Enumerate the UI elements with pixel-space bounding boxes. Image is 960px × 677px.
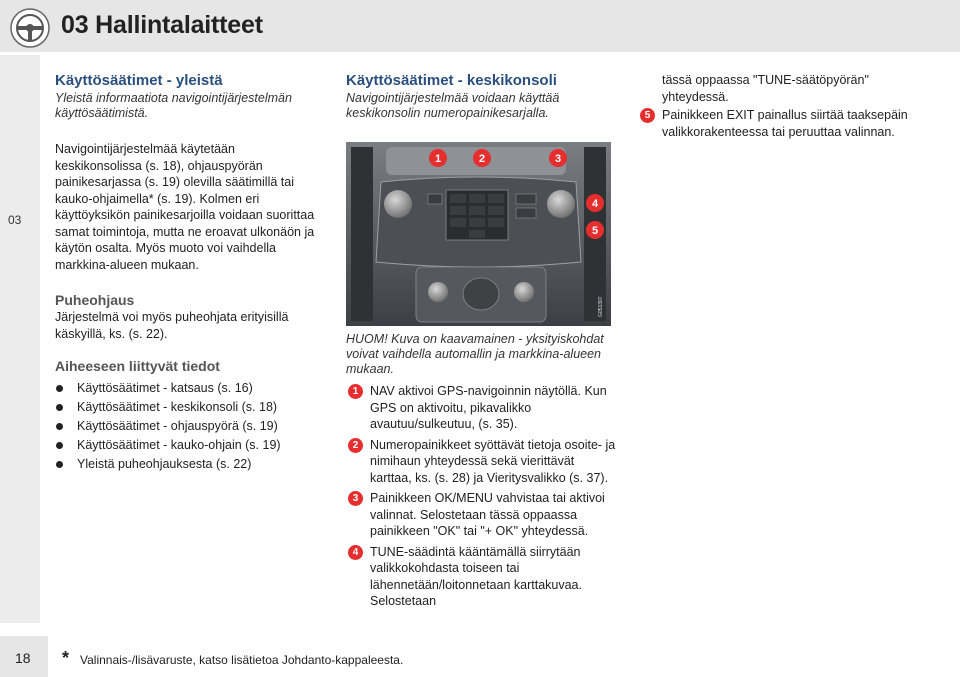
footnote-star: * [62,648,70,668]
chapter-number: 03 [8,213,22,227]
callout-label: 1 [434,153,442,165]
page-title: 03 Hallintalaitteet [61,11,263,39]
column-center-console [346,72,616,121]
page-footer [0,636,960,677]
section-subtitle-console: Navigointijärjestelmää voidaan käyttää keskikonsolin numeropainikesarjalla. [346,91,560,120]
callout-label: 3 [554,153,562,165]
related-heading: Aiheeseen liittyvät tiedot [55,358,220,374]
section-heading-general: Käyttösäätimet - yleistä [55,72,223,89]
list-item[interactable]: Käyttösäätimet - kauko-ohjain (s. 19) [55,436,315,455]
column-general [55,72,315,474]
callout-number: 1 [348,384,363,399]
callout-label: 5 [591,225,599,237]
nav-button [428,194,442,204]
center-console-image [346,142,611,326]
callout-item [638,107,908,140]
ok-menu-button [516,194,536,204]
section-subtitle: Yleistä informaatiota navigointijärjestelmän käyttösäätimistä. [55,91,292,120]
page-number-box [0,636,48,677]
callout-number: 3 [348,491,363,506]
callout-item [346,544,616,610]
note-text: HUOM! Kuva on kaavamainen - yksityiskohdat voivat vaihdella automallin ja markkina-alueen mukaan. [346,332,604,376]
footnote-text: Valinnais-/lisävaruste, katso lisätietoa Johdanto-kappaleesta. [80,653,404,667]
callout-number: 5 [640,108,655,123]
callout-text: TUNE-säädintä kääntämällä siirrytään valikkokohdasta toiseen tai lähennetään/loitonnetaan karttakuvaa. Selostetaan [370,544,582,608]
callout-number: 2 [348,438,363,453]
list-item[interactable]: Käyttösäätimet - katsaus (s. 16) [55,379,315,398]
related-list [55,379,315,474]
callout-text: Painikkeen OK/MENU vahvistaa tai aktivoi valinnat. Selostetaan tässä oppaassa painikkeen "OK" tai "+ OK" yhteydessä. [370,491,605,538]
exit-button [516,208,536,218]
column-center-console-notes [346,330,616,610]
list-item[interactable]: Käyttösäätimet - ohjauspyörä (s. 19) [55,417,315,436]
callout-item [346,490,616,540]
column-continued [638,72,908,140]
voice-control-heading: Puheohjaus [55,292,135,308]
steering-logo-icon [10,8,50,48]
section-heading-console: Käyttösäätimet - keskikonsoli [346,72,557,89]
callout-text: NAV aktivoi GPS-navigoinnin näytöllä. Kun GPS on aktivoitu, pikavalikko avautuu/sulkeutuu, (s. 35). [370,384,607,431]
image-code: G051307 [598,296,604,317]
continued-text: tässä oppaassa "TUNE-säätöpyörän" yhteydessä. [662,73,869,104]
volume-knob [384,190,412,218]
section-paragraph: Navigointijärjestelmää käytetään keskikonsolissa (s. 18), ohjauspyörän painikesarjassa (s. 19) olevilla säätimillä tai kauko-ohjaimella* (s. 19). Kolmen eri käyttöyksikön painikesarjoilla voidaan suorittaa samat toimintoja, mutta ne eroavat ulkonäön ja käytön osalta. Myös muoto voi vaihdella markkina-alueen mukaan. [55,142,315,272]
page-header [0,0,960,52]
callout-label: 4 [591,198,599,210]
callout-text: Numeropainikkeet syöttävät tietoja osoite- ja nimihaun yhteydessä sekä vierittävät karttaa, ks. (s. 28) ja Vieritysvalikko (s. 37). [370,437,616,485]
callout-number: 4 [348,545,363,560]
list-item[interactable]: Yleistä puheohjauksesta (s. 22) [55,455,315,474]
list-item[interactable]: Käyttösäätimet - keskikonsoli (s. 18) [55,398,315,417]
chapter-sidebar [0,55,40,623]
page-number: 18 [15,650,31,666]
console-illustration [346,142,611,326]
callout-label: 2 [478,153,486,165]
callout-item [346,383,616,433]
callout-item [346,437,616,487]
callout-text: Painikkeen EXIT painallus siirtää taaksepäin valikkorakenteessa tai peruuttaa valinnan. [662,108,908,139]
tune-knob [547,190,575,218]
voice-control-paragraph: Järjestelmä voi myös puheohjata erityisillä käskyillä, ks. (s. 22). [55,310,289,341]
